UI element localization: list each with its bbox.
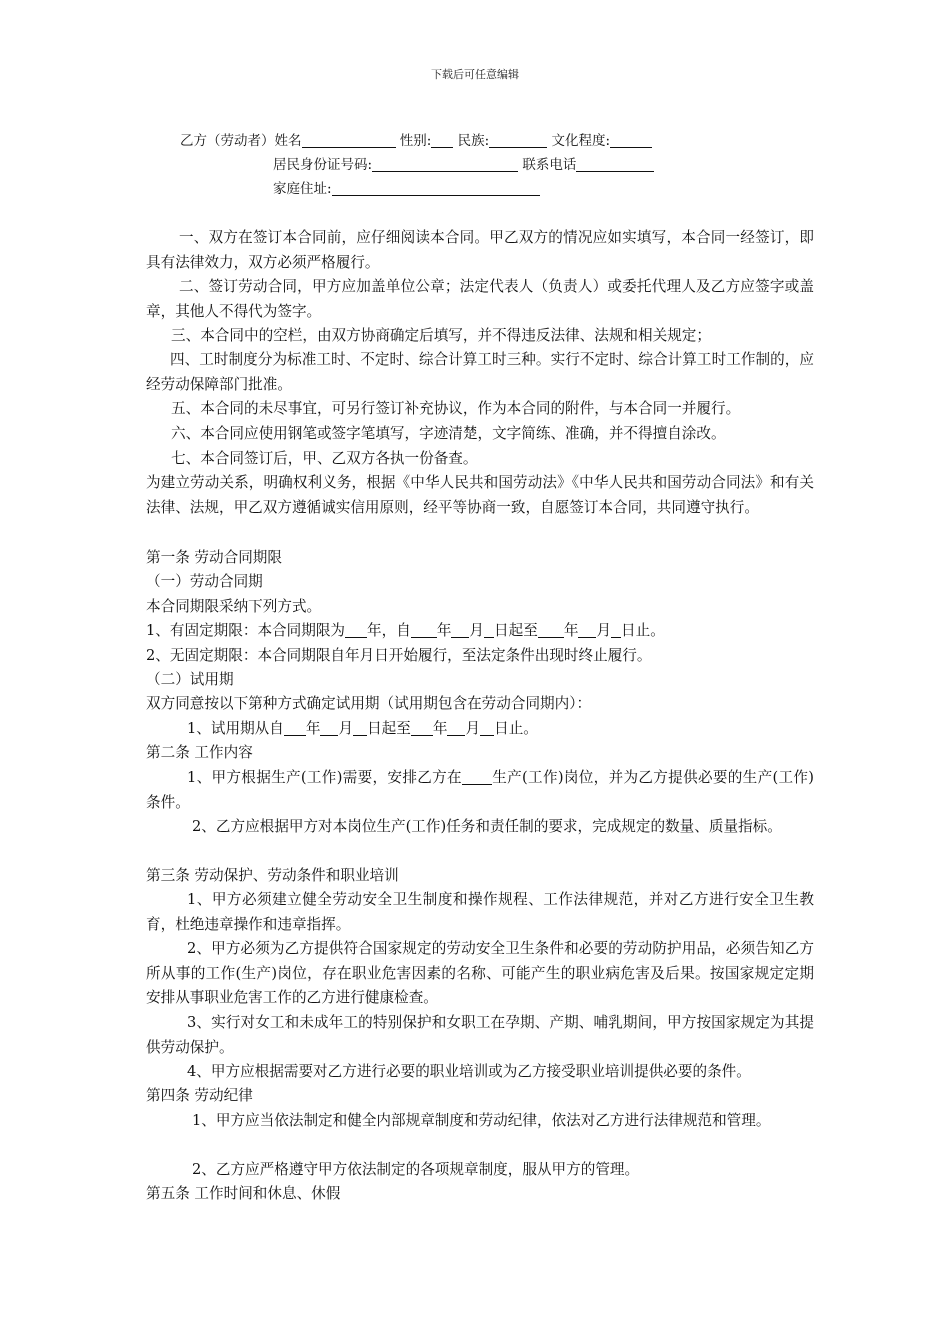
article-2-p1	[146, 766, 814, 815]
education-blank[interactable]	[610, 133, 652, 148]
phone-blank[interactable]	[576, 157, 654, 172]
article-4-p1: 1、甲方应当依法制定和健全内部规章制度和劳动纪律，依法对乙方进行法律规范和管理。	[192, 1112, 771, 1129]
note-3: 三、本合同中的空栏，由双方协商确定后填写，并不得违反法律、法规和相关规定；	[171, 327, 711, 344]
id-number-blank[interactable]	[372, 157, 518, 172]
trial-a: 1、试用期从自	[187, 720, 284, 737]
end-year-blank[interactable]	[538, 623, 564, 638]
fixed-term-b: 年，自	[367, 622, 411, 639]
page-header-note: 下载后可任意编辑	[431, 68, 519, 81]
position-blank[interactable]	[462, 770, 492, 785]
trial-end-day-blank[interactable]	[480, 721, 494, 736]
end-day-blank[interactable]	[611, 623, 621, 638]
phone-label: 联系电话	[522, 157, 577, 173]
trial-end-year-blank[interactable]	[411, 721, 433, 736]
trial-end-month-blank[interactable]	[447, 721, 465, 736]
note-6: 六、本合同应使用钢笔或签字笔填写，字迹清楚，文字简练、准确，并不得擅自涂改。	[171, 425, 726, 442]
article-4-title: 第四条 劳动纪律	[146, 1087, 253, 1104]
article-3-title: 第三条 劳动保护、劳动条件和职业培训	[146, 867, 399, 884]
trial-start-day-blank[interactable]	[353, 721, 367, 736]
end-month-blank[interactable]	[578, 623, 596, 638]
gender-blank[interactable]	[431, 133, 453, 148]
address-blank[interactable]	[332, 181, 540, 196]
article-2-p1-b: 生产(工作)岗位，并为乙方提供必要的生产(工作)条件。	[146, 769, 814, 811]
fixed-years-blank[interactable]	[345, 623, 367, 638]
note-1: 一、双方在签订本合同前，应仔细阅读本合同。甲乙双方的情况应如实填写，本合同一经签订，即具有法律效力，双方必须严格履行。	[146, 229, 814, 271]
article-1-title: 第一条 劳动合同期限	[146, 549, 282, 566]
note-4: 四、工时制度分为标准工时、不定时、综合计算工时三种。实行不定时、综合计算工时工作制的，应经劳动保障部门批准。	[146, 351, 814, 393]
gender-label: 性别:	[399, 133, 432, 149]
trial-start-year-blank[interactable]	[284, 721, 306, 736]
trial-e: 年	[432, 720, 448, 737]
name-label: 乙方（劳动者）姓名	[180, 133, 302, 149]
fixed-term-c: 年	[436, 622, 452, 639]
fixed-term-e: 日起至	[494, 622, 538, 639]
article-3-p1: 1、甲方必须建立健全劳动安全卫生制度和操作规程、工作法律规范，并对乙方进行安全卫生教育，杜绝违章操作和违章指挥。	[146, 891, 814, 933]
article-1-intro: 本合同期限采纳下列方式。	[146, 598, 322, 615]
preamble: 为建立劳动关系，明确权利义务，根据《中华人民共和国劳动法》《中华人民共和国劳动合同法》和有关法律、法规，甲乙双方遵循诚实信用原则，经平等协商一致，自愿签订本合同，共同遵守执行。	[146, 474, 814, 516]
start-day-blank[interactable]	[484, 623, 494, 638]
trial-c: 月	[338, 720, 354, 737]
open-term-line: 2、无固定期限：本合同期限自年月日开始履行，至法定条件出现时终止履行。	[146, 647, 652, 664]
fixed-term-f: 年	[563, 622, 579, 639]
article-2-p1-a: 1、甲方根据生产(工作)需要，安排乙方在	[187, 769, 462, 786]
note-7: 七、本合同签订后，甲、乙双方各执一份备查。	[171, 450, 478, 467]
trial-intro: 双方同意按以下第种方式确定试用期（试用期包含在劳动合同期内）：	[146, 695, 592, 712]
article-1-sub1: （一）劳动合同期	[146, 573, 263, 590]
trial-d: 日起至	[367, 720, 411, 737]
note-2: 二、签订劳动合同，甲方应加盖单位公章；法定代表人（负责人）或委托代理人及乙方应签字或盖章，其他人不得代为签字。	[146, 278, 814, 320]
trial-period-line	[187, 717, 538, 742]
address-label: 家庭住址:	[273, 181, 332, 197]
start-month-blank[interactable]	[451, 623, 469, 638]
article-3-p2: 2、甲方必须为乙方提供符合国家规定的劳动安全卫生条件和必要的劳动防护用品，必须告知乙方所从事的工作(生产)岗位，存在职业危害因素的名称、可能产生的职业病危害及后果。按国家规定定期安排从事职业危害工作的乙方进行健康检查。	[146, 940, 814, 1006]
note-5: 五、本合同的未尽事宜，可另行签订补充协议，作为本合同的附件，与本合同一并履行。	[171, 400, 741, 417]
id-phone-row	[273, 153, 654, 173]
fixed-term-g: 月	[596, 622, 612, 639]
fixed-term-a: 1、有固定期限：本合同期限为	[146, 622, 346, 639]
education-label: 文化程度:	[551, 133, 611, 149]
trial-g: 日止。	[494, 720, 538, 737]
fixed-term-d: 月	[469, 622, 485, 639]
article-3-p4: 4、甲方应根据需要对乙方进行必要的职业培训或为乙方接受职业培训提供必要的条件。	[187, 1063, 751, 1080]
article-3-p3: 3、实行对女工和未成年工的特别保护和女职工在孕期、产期、哺乳期间，甲方按国家规定为其提供劳动保护。	[146, 1014, 814, 1056]
article-2-p2: 2、乙方应根据甲方对本岗位生产(工作)任务和责任制的要求，完成规定的数量、质量指标。	[192, 818, 782, 835]
trial-start-month-blank[interactable]	[320, 721, 338, 736]
start-year-blank[interactable]	[411, 623, 437, 638]
article-5-title: 第五条 工作时间和休息、休假	[146, 1185, 341, 1202]
name-blank[interactable]	[302, 133, 396, 148]
trial-f: 月	[465, 720, 481, 737]
fixed-term-line	[146, 619, 665, 644]
trial-b: 年	[305, 720, 321, 737]
article-1-sub2: （二）试用期	[146, 671, 234, 688]
party-b-name-row	[180, 129, 652, 149]
article-2-title: 第二条 工作内容	[146, 744, 253, 761]
address-row	[273, 177, 540, 197]
article-4-p2: 2、乙方应严格遵守甲方依法制定的各项规章制度，服从甲方的管理。	[192, 1161, 640, 1178]
ethnic-blank[interactable]	[489, 133, 547, 148]
fixed-term-h: 日止。	[621, 622, 665, 639]
id-number-label: 居民身份证号码:	[273, 157, 373, 173]
ethnic-label: 民族:	[457, 133, 490, 149]
